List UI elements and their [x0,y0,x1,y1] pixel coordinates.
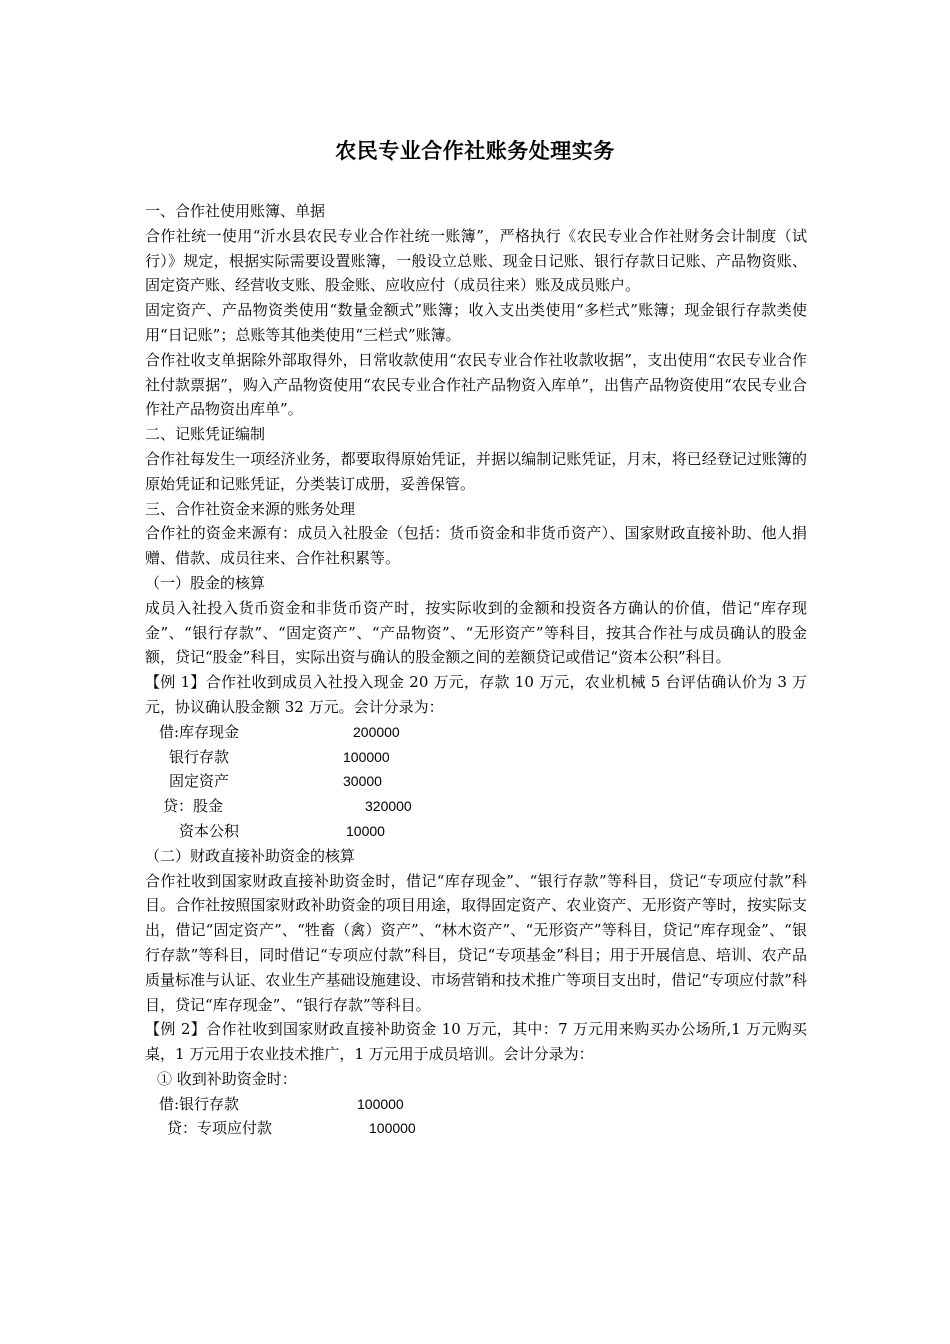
entry-account: 贷：专项应付款 [167,1119,273,1138]
journal-entry [145,819,807,844]
entry-account: 银行存款 [169,747,230,766]
journal-entry [145,1092,807,1117]
entry-amount: 100000 [369,1120,416,1137]
example-2-text: 合作社收到国家财政直接补助资金 10 万元，其中：7 万元用来购买办公场所,1 万元购买桌，1 万元用于农业技术推广，1 万元用于成员培训。会计分录为： [145,1020,807,1064]
section-2-heading: 二、记账凭证编制 [145,425,266,444]
example-1-label: 【例 1】 [145,673,206,692]
document-title: 农民专业合作社账务处理实务 [335,139,615,163]
section-1-paragraph-1: 合作社统一使用“沂水县农民专业合作社统一账簿”，严格执行《农民专业合作社财务会计制度（试行）》规定，根据实际需要设置账簿，一般设立总账、现金日记账、银行存款日记账、产品物资账、固定资产账、经营收支账、股金账、应收应付（成员往来）账及成员账户。 [145,226,807,295]
journal-entry [145,1116,807,1141]
entry-account: 借:银行存款 [159,1094,240,1113]
section-1-heading: 一、合作社使用账簿、单据 [145,202,326,220]
section-3-paragraph-1: 合作社的资金来源有：成员入社股金（包括：货币资金和非货币资产）、国家财政直接补助、他人捐赠、借款、成员往来、合作社积累等。 [145,524,807,568]
step-label: ① 收到补助资金时： [157,1069,297,1088]
subsection-share-capital-heading: （一）股金的核算 [145,573,266,592]
entry-amount: 10000 [346,822,385,839]
subsection-share-capital-paragraph: 成员入社投入货币资金和非货币资产时，按实际收到的金额和投资各方确认的价值，借记“库存现金”、“银行存款”、“固定资产”、“产品物资”、“无形资产”等科目，按其合作社与成员确认的股金额，贷记“股金”科目，实际出资与确认的股金额之间的差额贷记或借记“资本公积”科目。 [145,598,807,667]
example-2-label: 【例 2】 [145,1020,207,1039]
journal-entry [145,769,807,794]
subsection-subsidy-paragraph: 合作社收到国家财政直接补助资金时，借记“库存现金”、“银行存款”等科目，贷记“专项应付款”科目。合作社按照国家财政补助资金的项目用途，取得固定资产、农业资产、无形资产等时，按实际支出，借记“固定资产”、“牲畜（禽）资产”、“林木资产”、“无形资产”等科目，贷记“库存现金”、“银行存款”等科目，同时借记“专项应付款”科目，贷记“专项基金”科目；用于开展信息、培训、农产品质量标准与认证、农业生产基础设施建设、市场营销和技术推广等项目支出时，借记“专项应付款”科目，贷记“库存现金”、“银行存款”等科目。 [145,871,807,1014]
example-1-text: 合作社收到成员入社投入现金 20 万元，存款 10 万元，农业机械 5 台评估确认价为 3 万元，协议确认股金额 32 万元。会计分录为： [145,673,807,716]
entry-account: 借:库存现金 [159,722,240,741]
document-body [145,199,807,1141]
entry-account: 固定资产 [169,772,230,791]
section-2-paragraph-1: 合作社每发生一项经济业务，都要取得原始凭证，并据以编制记账凭证，月末，将已经登记过账簿的原始凭证和记账凭证，分类装订成册，妥善保管。 [145,449,807,493]
section-3-heading: 三、合作社资金来源的账务处理 [145,499,356,518]
example-1 [145,670,807,720]
journal-entry [145,720,807,745]
journal-entry [145,745,807,770]
entry-account: 资本公积 [179,821,240,840]
entry-amount: 100000 [343,748,390,765]
entry-amount: 100000 [357,1095,404,1112]
example-2 [145,1017,807,1067]
journal-entry [145,794,807,819]
entry-amount: 200000 [353,723,400,740]
section-1-paragraph-3: 合作社收支单据除外部取得外，日常收款使用“农民专业合作社收款收据”，支出使用“农民专业合作社付款票据”，购入产品物资使用“农民专业合作社产品物资入库单”，出售产品物资使用“农民专业合作社产品物资出库单”。 [145,350,807,419]
entry-amount: 320000 [365,798,412,815]
subsection-subsidy-heading: （二）财政直接补助资金的核算 [145,846,356,865]
entry-amount: 30000 [343,773,382,790]
example-2-step-1 [145,1067,807,1092]
section-1-paragraph-2: 固定资产、产品物资类使用“数量金额式”账簿；收入支出类使用“多栏式”账簿；现金银行存款类使用“日记账”；总账等其他类使用“三栏式”账簿。 [145,301,807,344]
entry-account: 贷：股金 [163,797,224,816]
